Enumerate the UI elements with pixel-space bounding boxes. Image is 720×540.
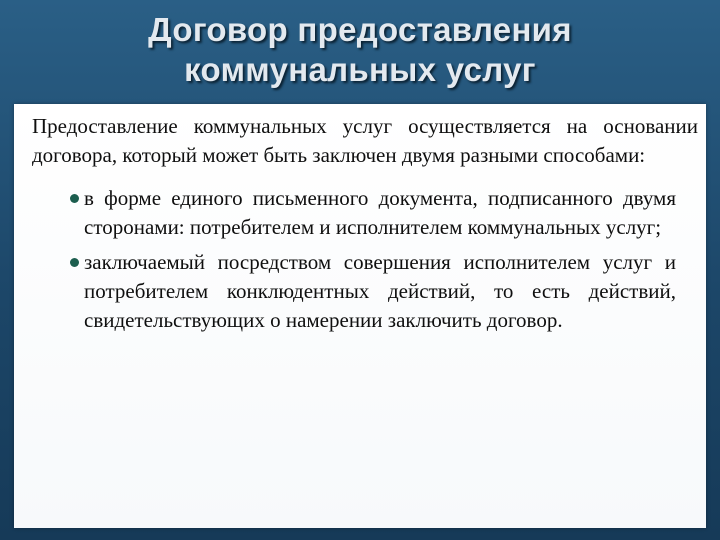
bullet-dot-icon bbox=[70, 258, 79, 267]
bullet-text: в форме единого письменного документа, подписанного двумя сторонами: потребителем и исполнителем коммунальных услуг; bbox=[84, 186, 676, 239]
content-panel bbox=[14, 104, 706, 528]
bullet-dot-icon bbox=[70, 194, 79, 203]
bullet-text: заключаемый посредством совершения исполнителем услуг и потребителем конклюдентных действий, то есть действий, свидетельствующих о намерении заключить договор. bbox=[84, 250, 676, 332]
text-block bbox=[32, 112, 698, 341]
bullet-list bbox=[32, 184, 676, 335]
bullet-item bbox=[84, 184, 676, 242]
title-area bbox=[0, 0, 720, 100]
slide-title bbox=[148, 10, 572, 90]
intro-paragraph: Предоставление коммунальных услуг осуществляется на основании договора, который может быть заключен двумя разными способами: bbox=[32, 114, 698, 167]
bullet-item bbox=[84, 248, 676, 335]
title-line-2: коммунальных услуг bbox=[184, 51, 536, 88]
title-line-1: Договор предоставления bbox=[148, 11, 572, 48]
